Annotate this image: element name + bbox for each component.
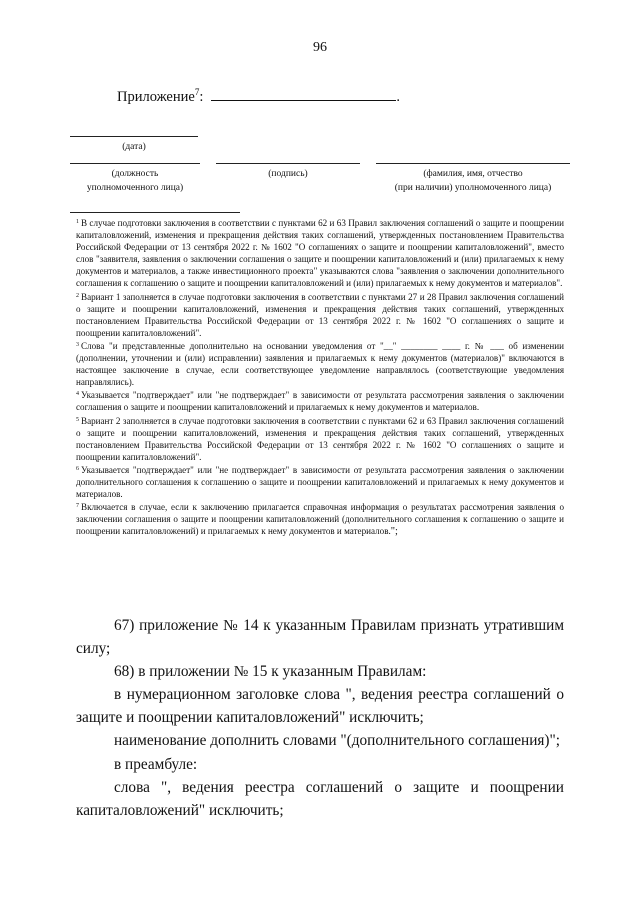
paragraph-68: 68) в приложении № 15 к указанным Правилам: [114, 663, 427, 681]
footnote-4 [76, 388, 564, 413]
paragraph-title-change: наименование дополнить словами "(дополнительного соглашения)"; [114, 732, 561, 750]
date-line [70, 136, 198, 137]
paragraph-preamble: в преамбуле: [114, 755, 198, 773]
position-caption-line2: уполномоченного лица) [86, 183, 184, 193]
appendix-end-dot: . [396, 88, 400, 105]
footnote-number: 2 [76, 292, 79, 299]
footnote-1 [76, 216, 564, 290]
position-caption [60, 167, 210, 195]
paragraph-words-remove: слова ", ведения реестра соглашений о защите и поощрении капиталовложений" исключить; [76, 779, 564, 819]
position-line [70, 163, 200, 164]
appendix-line [117, 87, 400, 106]
page-number: 96 [313, 40, 327, 55]
position-caption-line1: (должность [111, 169, 159, 179]
footnote-text: Слова "и представленные дополнительно на основании уведомления от "__" ________ ____ г. № ___ об изменении (дополнении, уточнении и (или) исправлении) заявления и прилагаемых к нему документов (материалов)" включаются в настоящее заключение в случае, если соответствующее уведомление направлялось (соответствующие уведомления направлялись). [76, 340, 564, 388]
appendix-colon: : [199, 88, 204, 105]
footnote-text: Вариант 1 заполняется в случае подготовки заключения в соответствии с пунктами 27 и 28 Правил заключения соглашений о защите и поощрении капиталовложений, изменения и прекращения действия таких соглашений, утвержденных постановлением Правительства Российской Федерации от 13 сентября 2022 г. № 1602 "О соглашениях о защите и поощрении капиталовложений". [76, 291, 564, 338]
signature-line [216, 163, 360, 164]
name-line [376, 163, 570, 164]
footnote-5 [76, 414, 564, 463]
name-caption-line2: (при наличии) уполномоченного лица) [394, 183, 552, 193]
body-text [76, 615, 564, 823]
footnote-closing-quote: "; [390, 526, 398, 538]
footnote-number: 6 [76, 465, 79, 472]
footnote-text: В случае подготовки заключения в соответствии с пунктами 62 и 63 Правил заключения соглашений о защите и поощрении капиталовложений, изменения и прекращения действия таких соглашений, утвержденных постановлением Правительства Российской Федерации от 13 сентября 2022 г. № 1602 "О соглашениях о защите и поощрении капиталовложений", вместо слов "заявителя, заявления о заключении соглашения о защите и поощрении капиталовложений и (или) прилагаемых к нему документов и материалов, а также инвестиционного проекта" указываются слова "заявления о заключении дополнительного соглашения к соглашению о защите и поощрении капиталовложений и (или) прилагаемых к нему документов и материалов". [76, 218, 564, 289]
footnote-number: 4 [76, 391, 79, 398]
paragraph-67: 67) приложение № 14 к указанным Правилам признать утратившим силу; [76, 617, 564, 657]
date-caption: (дата) [122, 142, 146, 152]
paragraph-heading-change: в нумерационном заголовке слова ", ведения реестра соглашений о защите и поощрении капиталовложений" исключить; [76, 686, 564, 727]
footnote-6 [76, 463, 564, 500]
footnote-number: 3 [76, 341, 79, 348]
appendix-label: Приложение [117, 88, 195, 105]
footnote-text: Включается в случае, если к заключению прилагается справочная информация о результатах рассмотрения заявления о заключении соглашения о защите и поощрении капиталовложений (дополнительного соглашения к соглашению о защите и поощрении капиталовложений) и прилагаемых к нему документов и материалов. [76, 502, 564, 537]
footnote-3 [76, 339, 564, 388]
footnote-text: Указывается "подтверждает" или "не подтверждает" в зависимости от результата рассмотрения заявления о заключении дополнительного соглашения к соглашению о защите и поощрении капиталовложений и прилагаемых к нему документов и материалов. [76, 464, 564, 500]
name-caption-line1: (фамилия, имя, отчество [423, 169, 523, 179]
name-caption [366, 167, 580, 195]
footnote-number: 1 [76, 219, 79, 225]
footnote-separator [70, 212, 240, 213]
footnote-text: Указывается "подтверждает" или "не подтверждает" в зависимости от результата рассмотрения заявления о заключении соглашения о защите и поощрении капиталовложений и прилагаемых к нему документов и материалов. [76, 390, 564, 413]
footnote-number: 5 [76, 416, 79, 423]
footnote-7 [76, 500, 564, 538]
footnote-number: 7 [76, 503, 79, 510]
signature-caption: (подпись) [268, 169, 308, 179]
footnotes [76, 216, 564, 538]
footnote-text: Вариант 2 заполняется в случае подготовки заключения в соответствии с пунктами 62 и 63 Правил заключения соглашений о защите и поощрении капиталовложений, изменения и прекращения действия таких соглашений, утвержденных постановлением Правительства Российской Федерации от 13 сентября 2022 г. № 1602 "О соглашениях о защите и поощрении капиталовложений". [76, 415, 564, 462]
appendix-blank-line [211, 88, 396, 101]
footnote-2 [76, 290, 564, 339]
appendix-footnote-ref: 7 [194, 87, 200, 97]
